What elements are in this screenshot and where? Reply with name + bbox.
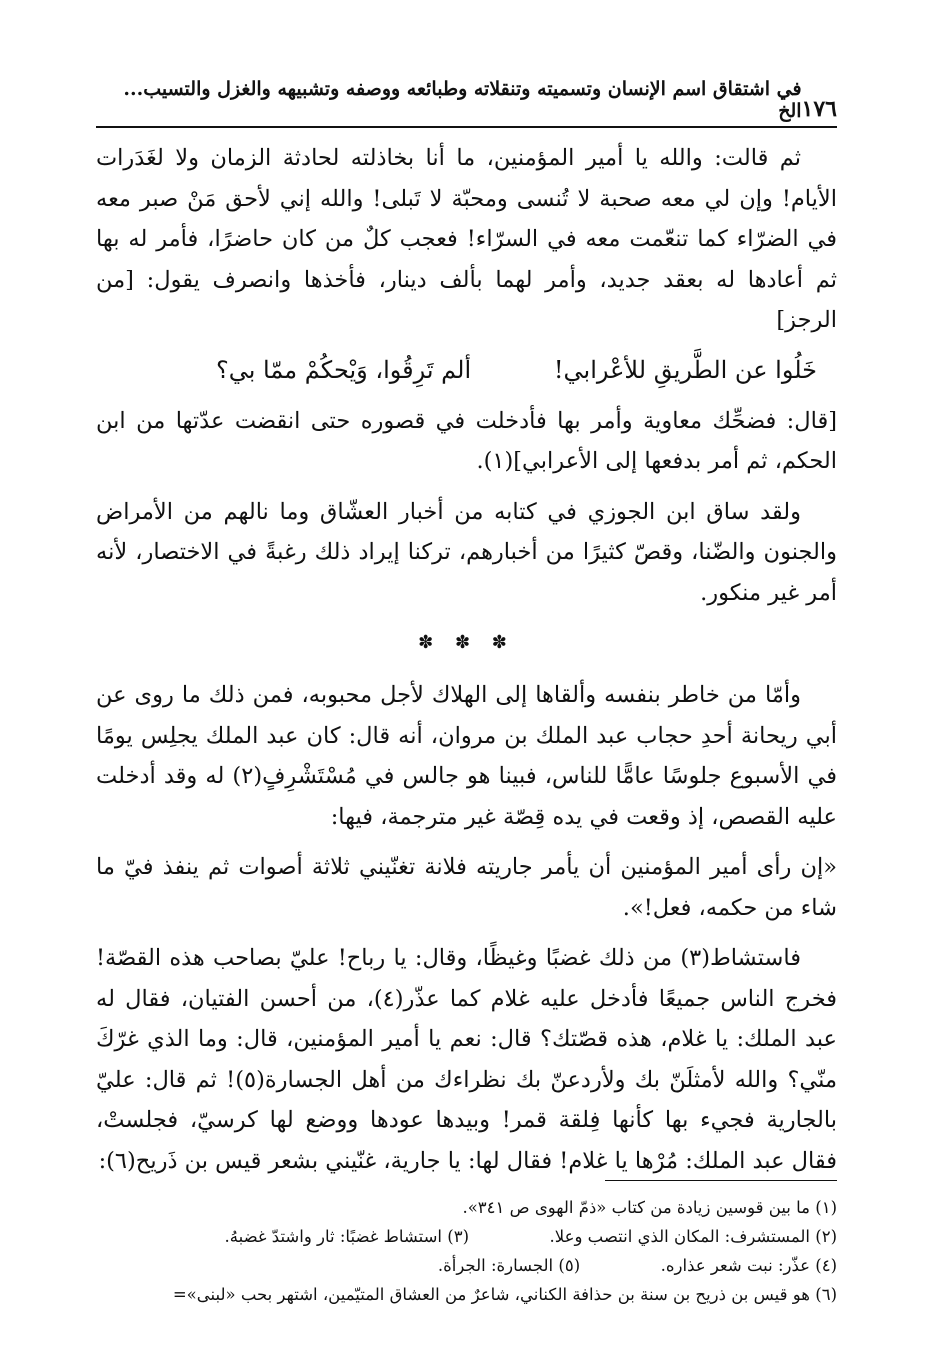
footnote-text: (٦) هو قيس بن ذريح بن سنة بن حذافة الكناني، شاعرٌ من العشاق المتيّمين، اشتهر بحب «لبنى»=	[172, 1285, 837, 1304]
paragraph: ثم قالت: والله يا أمير المؤمنين، ما أنا بخاذلته لحادثة الزمان ولا لغَدَرات الأيام! وإن لي معه صحبة لا تُنسى ومحبّة لا تَبلى! والله إني لأحق مَنْ صبر معه في الضرّاء كما تنعّمت معه في السرّاء! فعجب كلٌ من كان حاضرًا، فأمر له بها ثم أعادها له بعقد جديد، وأمر لهما بألف دينار، فأخذها وانصرف يقول: [من الرجز]	[96, 145, 837, 333]
poem-verse	[96, 347, 837, 393]
footnotes	[96, 1193, 837, 1309]
paragraph: وأمّا من خاطر بنفسه وألقاها إلى الهلاك لأجل محبوبه، فمن ذلك ما روى عن أبي ريحانة أحدِ حجاب عبد الملك بن مروان، أنه قال: كان عبد الملك يجلِس يومًا في الأسبوع جلوسًا عامًّا للناس، فبينا هو جالس في مُسْتَشْرِفٍ(٢) له وقد أدخلت عليه القصص، إذ وقعت في يده قِصّة غير مترجمة، فيها:	[96, 682, 837, 830]
footnote-text: (٢) المستشرف: المكان الذي انتصب وعلا.	[549, 1227, 837, 1246]
footnote-text: (٣) استشاط غضبًا: ثار واشتدّ غضبهُ.	[224, 1227, 470, 1246]
footnote-row	[96, 1251, 837, 1280]
paragraph: [قال: فضحِّك معاوية وأمر بها فأدخلت في قصوره حتى انقضت عدّتها من ابن الحكم، ثم أمر بدفعها إلى الأعرابي](١).	[96, 407, 837, 474]
footnote-text: (٤) عذّر: نبت شعر عذاره.	[660, 1256, 837, 1275]
verse-first-hemistich: خَلُوا عن الطَّريقِ للأعْرابي!	[553, 355, 817, 384]
footnote-divider	[605, 1180, 837, 1181]
page-header	[96, 78, 837, 128]
footnote-text: (٥) الجسارة: الجرأة.	[437, 1256, 581, 1275]
footnote-text: (١) ما بين قوسين زيادة من كتاب «ذمّ الهوى ص ٣٤١».	[462, 1198, 837, 1217]
footnote-row	[96, 1222, 837, 1251]
running-title: في اشتقاق اسم الإنسان وتسميته وتنقلاته وطبائعه ووصفه وتشبيهه والغزل والتسيب... الخ	[123, 78, 802, 122]
footnote	[96, 1280, 837, 1309]
section-separator: ✽ ✽ ✽	[418, 632, 515, 653]
page-number: ١٧٦	[801, 96, 837, 122]
verse-second-hemistich: ألم تَرِقُوا، وَيْحكُمْ ممّا بي؟	[216, 355, 472, 384]
paragraph: فاستشاط(٣) من ذلك غضبًا وغيظًا، وقال: يا رباح! عليّ بصاحب هذه القصّة! فخرج الناس جميعًا فأدخل عليه غلام كما عذّر(٤)، من أحسن الفتيان، فقال له عبد الملك: يا غلام، هذه قصّتك؟ قال: نعم يا أمير المؤمنين، قال: وما الذي غرّكَ منّي؟ والله لأمثلَنّ بك ولأردعنّ بك نظراءك من أهل الجسارة(٥)! ثم قال: عليّ بالجارية فجيء بها كأنها فِلقة قمر! وبيدها عودها ووضع لها كرسيّ، فجلستْ، فقال عبد الملك: مُرْها يا غلام! فقال لها: يا جارية، غنّيني بشعر قيس بن ذَريح(٦):	[96, 945, 838, 1174]
footnote	[96, 1193, 837, 1222]
page-body	[96, 138, 837, 1181]
quoted-petition: «إن رأى أمير المؤمنين أن يأمر جاريته فلانة تغنّيني ثلاثة أصوات ثم ينفذ فيّ ما شاء من حكمه، فعل!».	[96, 854, 837, 921]
paragraph: ولقد ساق ابن الجوزي في كتابه من أخبار العشّاق وما نالهم من الأمراض والجنون والضّنا، وقصّ كثيرًا من أخبارهم، تركنا إيراد ذلك رغبةً في الاختصار، لأنه أمر غير منكور.	[96, 498, 837, 606]
